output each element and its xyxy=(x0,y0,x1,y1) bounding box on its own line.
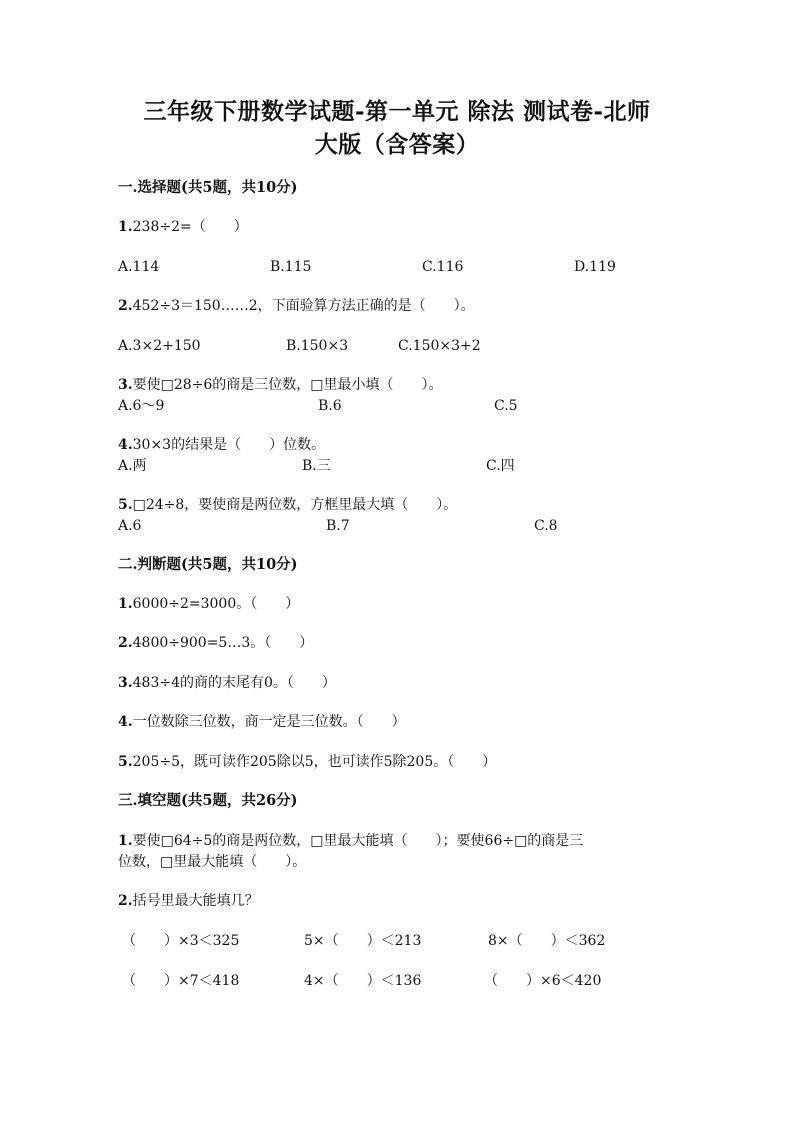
question-3-1-line1 xyxy=(118,831,583,851)
question-2-2 xyxy=(118,633,313,653)
question-text: 238÷2=（ ） xyxy=(132,219,248,235)
question-number: 4. xyxy=(118,437,133,453)
option-c: C.四 xyxy=(486,458,515,474)
question-2-3 xyxy=(118,673,336,693)
option-c: C.8 xyxy=(534,518,558,534)
question-number: 2. xyxy=(118,298,133,314)
question-number: 3. xyxy=(118,377,133,393)
option-a: A.3×2+150 xyxy=(118,338,201,354)
question-text: 一位数除三位数，商一定是三位数。（ ） xyxy=(132,714,406,730)
question-number: 4. xyxy=(118,714,133,730)
question-text: 205÷5，既可读作205除以5，也可读作5除205。（ ） xyxy=(132,754,497,770)
question-text: 括号里最大能填几？ xyxy=(132,893,259,909)
question-number: 5. xyxy=(118,754,133,770)
option-d: D.119 xyxy=(574,259,616,275)
question-number: 2. xyxy=(118,893,133,909)
option-b: B.7 xyxy=(326,518,350,534)
option-a: A.两 xyxy=(118,458,147,474)
fill-item-r2-c2: 4×（ ）＜136 xyxy=(304,973,422,989)
question-number: 5. xyxy=(118,497,133,513)
page-title-line2: 大版（含答案） xyxy=(314,131,480,158)
question-3-2 xyxy=(118,891,259,911)
question-number: 3. xyxy=(118,675,133,691)
section-heading-choice: 一.选择题(共5题，共10分) xyxy=(118,179,298,196)
question-text: □24÷8，要使商是两位数，方框里最大填（ ）。 xyxy=(132,497,458,513)
question-1-3 xyxy=(118,375,443,395)
option-b: B.三 xyxy=(302,458,331,474)
question-2-4 xyxy=(118,712,406,732)
option-c: C.116 xyxy=(422,259,464,275)
fill-item-r1-c3: 8×（ ）＜362 xyxy=(488,933,606,949)
option-b: B.6 xyxy=(318,398,342,414)
question-3-1-line2: 位数，□里最大能填（ ）。 xyxy=(118,854,307,870)
fill-item-r2-c1: （ ）×7＜418 xyxy=(122,973,240,989)
question-text: 4800÷900=5…3。（ ） xyxy=(132,635,314,651)
fill-item-r1-c2: 5×（ ）＜213 xyxy=(304,933,422,949)
question-number: 1. xyxy=(118,596,133,612)
question-2-5 xyxy=(118,752,496,772)
question-text: 30×3的结果是（ ）位数。 xyxy=(132,437,326,453)
question-1-1 xyxy=(118,217,248,237)
option-b: B.115 xyxy=(270,259,312,275)
question-number: 2. xyxy=(118,635,133,651)
option-b: B.150×3 xyxy=(286,338,349,354)
option-c: C.5 xyxy=(494,398,518,414)
section-heading-judgement: 二.判断题(共5题，共10分) xyxy=(118,556,298,573)
question-number: 1. xyxy=(118,833,133,849)
question-1-4 xyxy=(118,435,325,455)
question-text: 要使□28÷6的商是三位数，□里最小填（ ）。 xyxy=(132,377,443,393)
question-text: 483÷4的商的末尾有0。（ ） xyxy=(132,675,336,691)
option-c: C.150×3+2 xyxy=(398,338,481,354)
fill-item-r2-c3: （ ）×6＜420 xyxy=(484,973,602,989)
question-number: 1. xyxy=(118,219,133,235)
option-a: A.6 xyxy=(118,518,142,534)
question-text: 要使□64÷5的商是两位数，□里最大能填（ ）；要使66÷□的商是三 xyxy=(132,833,584,849)
question-2-1 xyxy=(118,594,299,614)
question-1-2 xyxy=(118,296,475,316)
page-title-line1: 三年级下册数学试题-第一单元 除法 测试卷-北师 xyxy=(143,98,651,125)
section-heading-fill-in: 三.填空题(共5题，共26分) xyxy=(118,792,298,809)
option-a: A.6～9 xyxy=(118,398,165,414)
option-a: A.114 xyxy=(118,259,160,275)
question-text: 6000÷2=3000。（ ） xyxy=(132,596,300,612)
question-1-5 xyxy=(118,495,457,515)
fill-item-r1-c1: （ ）×3＜325 xyxy=(122,933,240,949)
question-text: 452÷3＝150……2，下面验算方法正确的是（ ）。 xyxy=(132,298,475,314)
